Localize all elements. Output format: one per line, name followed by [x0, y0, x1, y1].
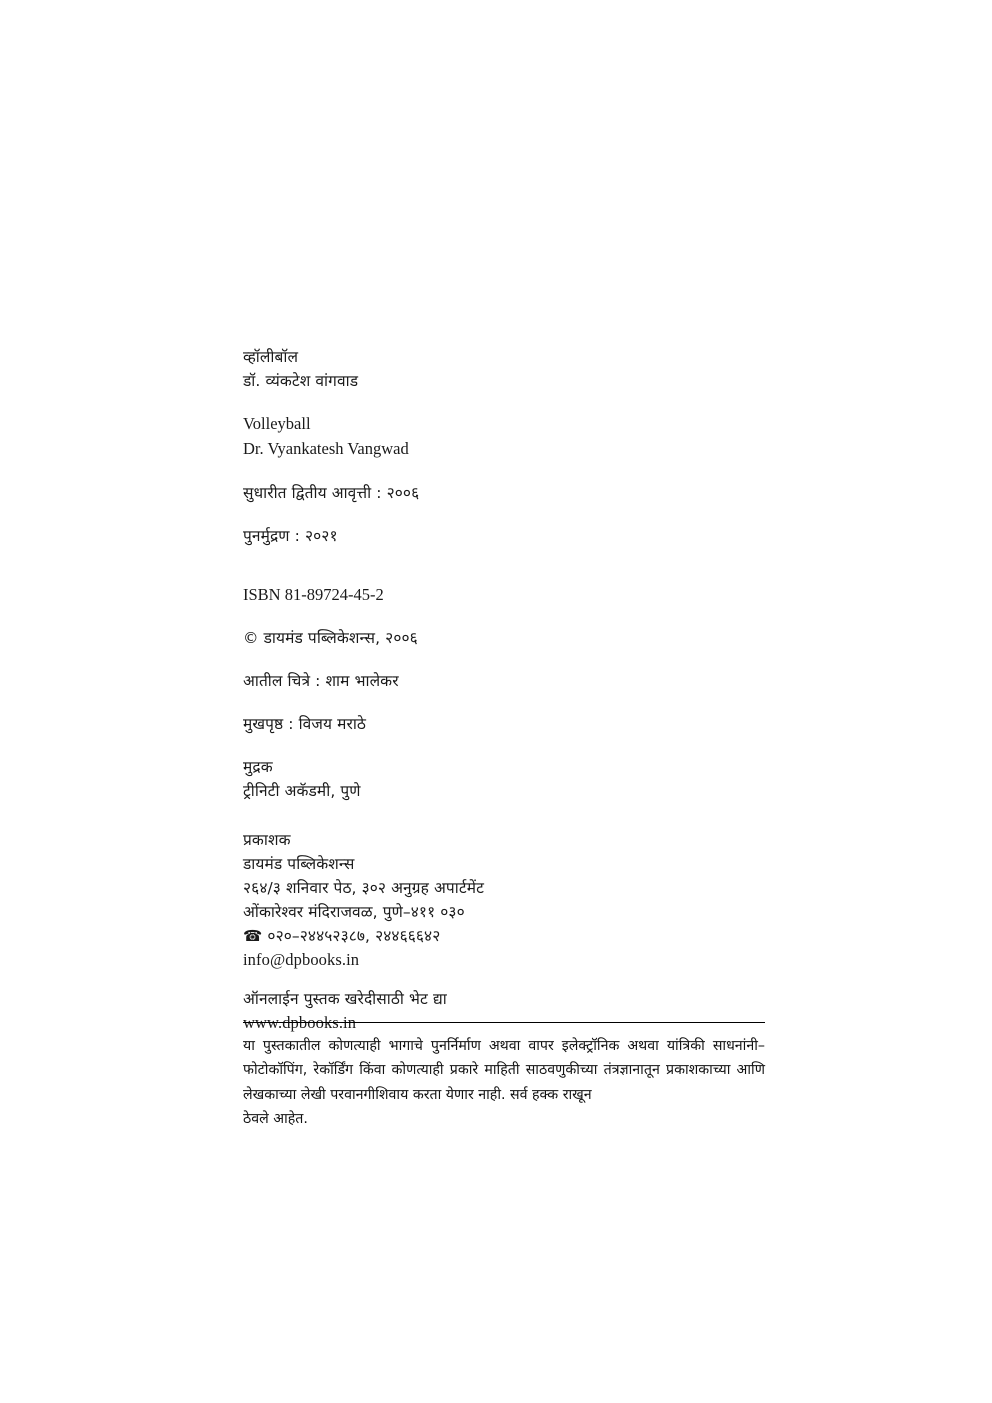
online-purchase-block	[243, 987, 763, 1036]
inner-illustrations-line: आतील चित्रे : शाम भालेकर	[243, 672, 399, 691]
publisher-email[interactable]: info@dpbooks.in	[243, 950, 360, 970]
edition-line: सुधारीत द्वितीय आवृत्ती : २००६	[243, 483, 420, 502]
legal-notice-text: या पुस्तकातील कोणत्याही भागाचे पुनर्निर्माण अथवा वापर इलेक्ट्रॉनिक अथवा यांत्रिकी साधनांनी–फोटोकॉपिंग, रेकॉर्डिंग किंवा कोणत्याही प्रकारे माहिती साठवणुकीच्या तंत्रज्ञानातून प्रकाशकाच्या आणि लेखकाच्या लेखी परवानगीशिवाय करता येणार नाही. सर्व हक्क राखून	[243, 1038, 765, 1103]
divider	[243, 1022, 765, 1023]
reprint-line: पुनर्मुद्रण : २०२१	[243, 526, 338, 545]
publisher-block	[243, 828, 763, 973]
copyright-line: © डायमंड पब्लिकेशन्स, २००६	[243, 629, 418, 648]
cover-credit-block	[243, 712, 763, 736]
publisher-label: प्रकाशक	[243, 831, 291, 850]
publisher-phone: ☎ ०२०–२४४५२३८७, २४४६६६४२	[243, 927, 441, 946]
horizontal-rule	[243, 1022, 765, 1023]
printer-block	[243, 755, 763, 803]
title-author-english	[243, 412, 763, 462]
copyright-block	[243, 626, 763, 650]
imprint-block	[243, 345, 763, 1055]
publisher-address-line-1: २६४/३ शनिवार पेठ, ३०२ अनुग्रह अपार्टमेंट	[243, 879, 485, 898]
cover-credit-line: मुखपृष्ठ : विजय मराठे	[243, 715, 367, 734]
online-purchase-note: ऑनलाईन पुस्तक खरेदीसाठी भेट द्या	[243, 990, 447, 1009]
legal-notice	[243, 1034, 765, 1132]
book-title-marathi: व्हॉलीबॉल	[243, 348, 299, 366]
inner-illustrations-block	[243, 669, 763, 693]
legal-notice-last-line: ठेवले आहेत.	[243, 1111, 308, 1128]
reprint-info	[243, 524, 763, 548]
printer-name: ट्रीनिटी अकॅडमी, पुणे	[243, 782, 361, 801]
publisher-address-line-2: ओंकारेश्वर मंदिराजवळ, पुणे–४११ ०३०	[243, 903, 465, 922]
printer-label: मुद्रक	[243, 758, 273, 777]
book-author-english: Dr. Vyankatesh Vangwad	[243, 438, 409, 458]
edition-info	[243, 481, 763, 505]
title-author-marathi	[243, 345, 763, 393]
publisher-website[interactable]: www.dpbooks.in	[243, 1013, 357, 1033]
isbn-block	[243, 583, 763, 608]
isbn-line: ISBN 81-89724-45-2	[243, 584, 384, 604]
publisher-name: डायमंड पब्लिकेशन्स	[243, 855, 355, 874]
book-author-marathi: डॉ. व्यंकटेश वांगवाड	[243, 372, 359, 391]
book-title-english: Volleyball	[243, 414, 311, 434]
